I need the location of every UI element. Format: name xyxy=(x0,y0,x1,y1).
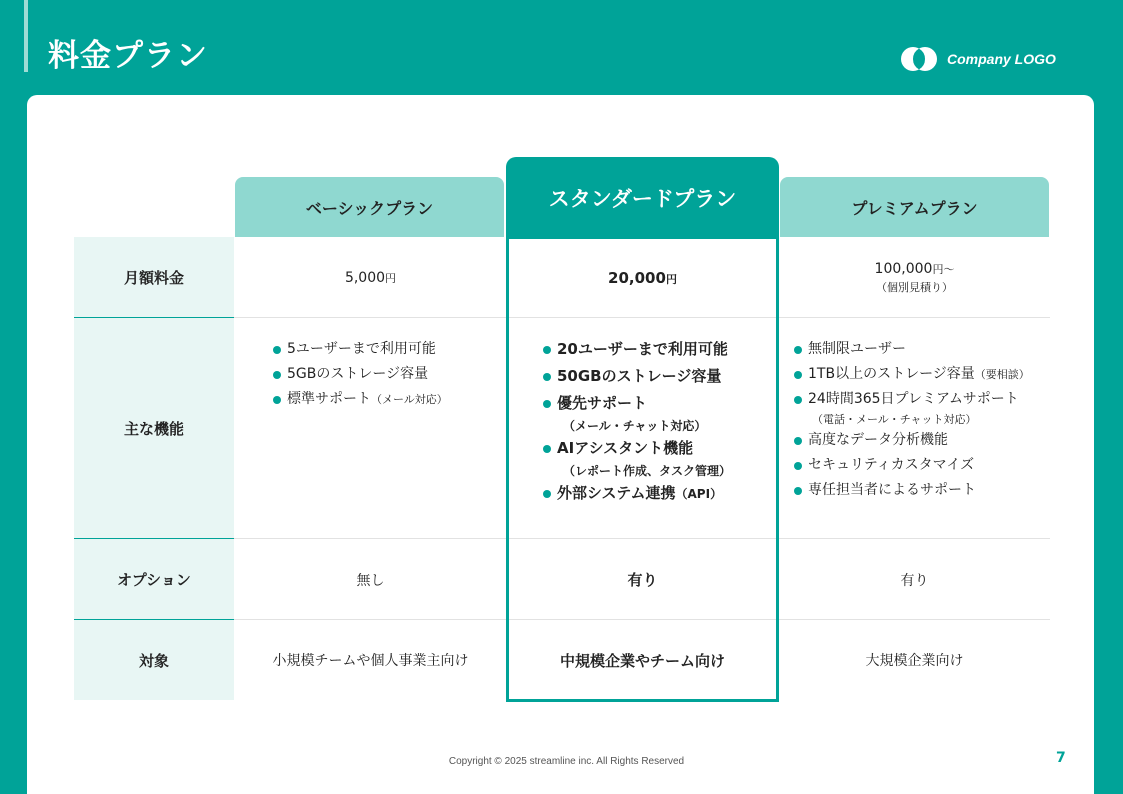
row-divider-accent xyxy=(74,538,234,539)
list-item: 5GBのストレージ容量 xyxy=(273,362,503,387)
row-label-price: 月額料金 xyxy=(74,237,234,318)
premium-price xyxy=(779,237,1050,318)
list-item: 24時間365日プレミアムサポート （電話・メール・チャット対応） xyxy=(794,387,1050,428)
bullet-icon xyxy=(543,445,551,453)
bullet-icon xyxy=(794,462,802,470)
premium-price-value: 100,000 xyxy=(874,260,933,277)
bullet-icon xyxy=(273,346,281,354)
standard-option: 有り xyxy=(627,571,658,589)
bullet-icon xyxy=(273,371,281,379)
bullet-icon xyxy=(543,346,551,354)
premium-feature-list xyxy=(794,337,1050,503)
list-item: 標準サポート（メール対応） xyxy=(273,387,503,412)
list-item: 高度なデータ分析機能 xyxy=(794,428,1050,453)
bullet-icon xyxy=(794,346,802,354)
premium-option: 有り xyxy=(900,572,929,589)
bullet-icon xyxy=(543,373,551,381)
basic-plan-header: ベーシックプラン xyxy=(235,177,504,237)
bullet-icon xyxy=(794,396,802,404)
row-label-target: 対象 xyxy=(74,620,234,700)
list-item: 20ユーザーまで利用可能 xyxy=(543,336,775,363)
standard-plan-header: スタンダードプラン xyxy=(506,157,779,239)
page-number: 7 xyxy=(1056,750,1066,766)
bullet-icon xyxy=(794,437,802,445)
row-divider-accent xyxy=(74,619,234,620)
list-item: 5ユーザーまで利用可能 xyxy=(273,337,503,362)
standard-feature-list xyxy=(543,336,775,508)
list-item: 専任担当者によるサポート xyxy=(794,478,1050,503)
list-item: 優先サポート （メール・チャット対応） xyxy=(543,390,775,435)
premium-plan-header: プレミアムプラン xyxy=(780,177,1049,237)
list-item: 50GBのストレージ容量 xyxy=(543,363,775,390)
list-item: セキュリティカスタマイズ xyxy=(794,453,1050,478)
basic-feature-list xyxy=(273,337,503,412)
title-accent-bar xyxy=(24,0,28,72)
row-label-features: 主な機能 xyxy=(74,318,234,539)
bullet-icon xyxy=(543,400,551,408)
basic-target: 小規模チームや個人事業主向け xyxy=(272,653,469,669)
basic-price-value: 5,000 xyxy=(344,269,386,286)
bullet-icon xyxy=(543,490,551,498)
premium-price-note: （個別見積り） xyxy=(876,280,953,294)
basic-price-unit: 円 xyxy=(385,271,397,285)
premium-price-unit: 円～ xyxy=(932,262,955,276)
logo-text: Company LOGO xyxy=(947,51,1056,67)
bullet-icon xyxy=(794,487,802,495)
basic-price xyxy=(235,237,506,318)
list-item: 外部システム連携（API） xyxy=(543,480,775,508)
logo-mark-icon xyxy=(900,46,938,72)
company-logo xyxy=(900,46,1056,72)
list-item: AIアシスタント機能 （レポート作成、タスク管理） xyxy=(543,435,775,480)
row-label-option: オプション xyxy=(74,539,234,620)
page-title: 料金プラン xyxy=(48,38,208,74)
premium-target: 大規模企業向け xyxy=(865,653,964,669)
list-item: 無制限ユーザー xyxy=(794,337,1050,362)
bullet-icon xyxy=(273,396,281,404)
list-item: 1TB以上のストレージ容量（要相談） xyxy=(794,362,1050,387)
row-divider-accent xyxy=(74,317,234,318)
standard-target: 中規模企業やチーム向け xyxy=(559,651,725,670)
copyright: Copyright © 2025 streamline inc. All Rights Reserved xyxy=(448,756,685,767)
standard-price-value: 20,000 xyxy=(608,268,666,287)
bullet-icon xyxy=(794,371,802,379)
standard-price xyxy=(506,237,779,318)
basic-option: 無し xyxy=(356,572,385,589)
standard-price-unit: 円 xyxy=(665,272,677,286)
